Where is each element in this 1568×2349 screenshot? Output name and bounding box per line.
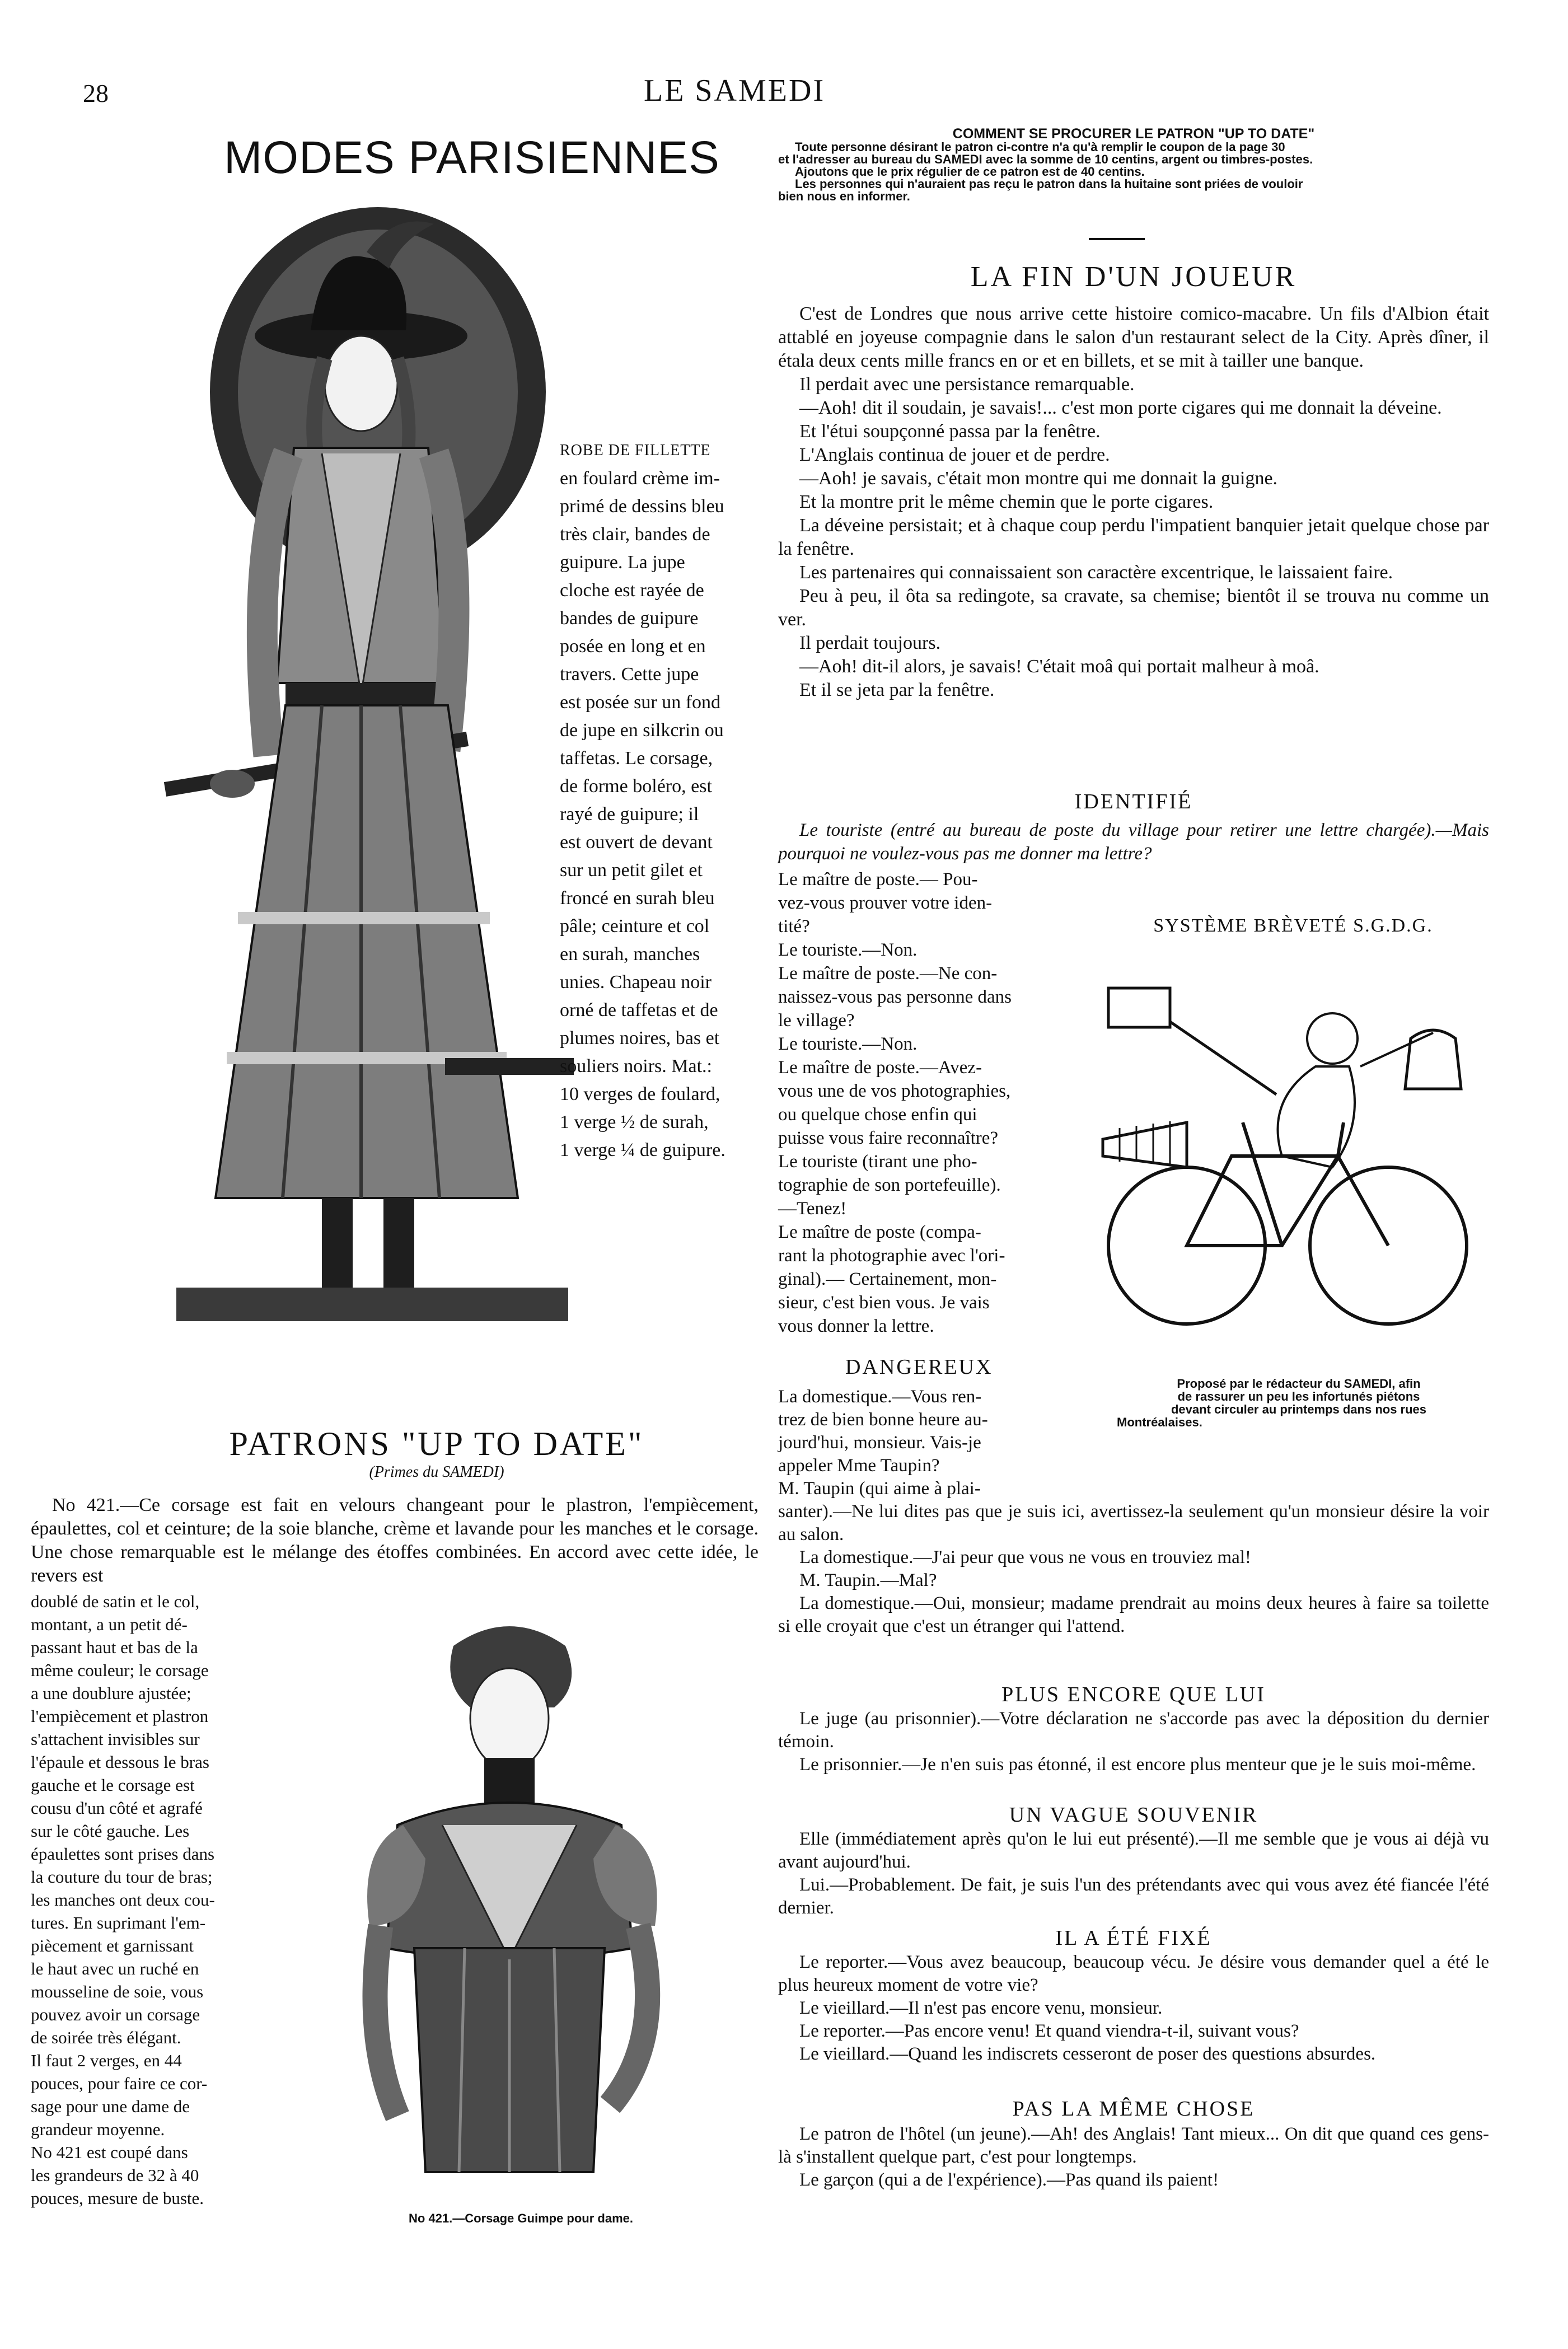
patrons-line: pouvez avoir un corsage xyxy=(31,2005,200,2024)
patrons-line: les manches ont deux cou- xyxy=(31,1890,215,1910)
fixe-paragraph: Le reporter.—Vous avez beaucoup, beaucoup vécu. Je désire vous demander quel a été le plus heureux moment de votre vie? xyxy=(778,1952,1489,1995)
souvenir-text xyxy=(778,1828,1489,1920)
robe-line: cloche est rayée de xyxy=(560,580,704,601)
patrons-line: grandeur moyenne. xyxy=(31,2119,165,2139)
patrons-line: passant haut et bas de la xyxy=(31,1637,198,1657)
identifie-line: Le maître de poste.—Ne con- xyxy=(778,963,998,984)
patrons-line: a une doublure ajustée; xyxy=(31,1683,191,1703)
identifie-line: Le touriste.—Non. xyxy=(778,940,918,960)
patrons-column xyxy=(31,1590,327,2210)
identifie-line: Le maître de poste.—Avez- xyxy=(778,1057,982,1078)
identifie-line: tité? xyxy=(778,916,810,937)
section-title: MODES PARISIENNES xyxy=(224,132,720,183)
patrons-line: sage pour une dame de xyxy=(31,2097,190,2116)
dangereux-lines xyxy=(778,1386,1092,1500)
patrons-line: épaulettes sont prises dans xyxy=(31,1844,215,1864)
robe-line: est posée sur un fond xyxy=(560,692,721,713)
patrons-line: l'empiècement et plastron xyxy=(31,1706,209,1726)
robe-line: en surah, manches xyxy=(560,944,700,965)
systeme-caption-line: Proposé par le rédacteur du SAMEDI, afin xyxy=(1177,1377,1421,1391)
plus-paragraph: Le juge (au prisonnier).—Votre déclaration ne s'accorde pas avec la déposition du dernier témoin. xyxy=(778,1709,1489,1752)
souvenir-paragraph: Elle (immédiatement après qu'on le lui eut présenté).—Il me semble que je vous ai déjà vu avant aujourd'hui. xyxy=(778,1829,1489,1872)
divider xyxy=(1089,238,1145,240)
identifie-title: IDENTIFIÉ xyxy=(1074,790,1193,813)
meme-paragraph: Le garçon (qui a de l'expérience).—Pas quand ils paient! xyxy=(799,2170,1219,2190)
patrons-line: doublé de satin et le col, xyxy=(31,1592,200,1611)
identifie-line: Le maître de poste (compa- xyxy=(778,1222,981,1242)
robe-line: très clair, bandes de xyxy=(560,524,710,545)
fixe-paragraph: Le vieillard.—Quand les indiscrets cesseront de poser des questions absurdes. xyxy=(799,2044,1376,2064)
fixe-paragraph: Le vieillard.—Il n'est pas encore venu, monsieur. xyxy=(799,1998,1163,2018)
plus-title: PLUS ENCORE QUE LUI xyxy=(1001,1683,1266,1706)
robe-line: guipure. La jupe xyxy=(560,552,685,573)
joueur-paragraph: Les partenaires qui connaissaient son caractère excentrique, le laissaient faire. xyxy=(799,562,1393,583)
notice-line: Les personnes qui n'auraient pas reçu le patron dans la huitaine sont priées de vouloir xyxy=(795,177,1303,191)
patrons-line: mousseline de soie, vous xyxy=(31,1982,204,2001)
dangereux-paragraph: La domestique.—Oui, monsieur; madame prendrait au moins deux heures à faire sa toilette si elle croyait que c'est un étranger qui l'attend. xyxy=(778,1593,1489,1636)
identifie-line: vez-vous prouver votre iden- xyxy=(778,893,993,913)
robe-line: en foulard crème im- xyxy=(560,468,720,489)
robe-line: rayé de guipure; il xyxy=(560,804,699,825)
dangereux-paragraph: La domestique.—J'ai peur que vous ne vous en trouviez mal! xyxy=(799,1547,1251,1567)
dangereux-line: trez de bien bonne heure au- xyxy=(778,1410,988,1430)
identifie-line: Le maître de poste.— Pou- xyxy=(778,869,978,890)
notice-line: Toute personne désirant le patron ci-contre n'a qu'à remplir le coupon de la page 30 xyxy=(795,140,1285,154)
identifie-line: le village? xyxy=(778,1010,855,1031)
pattern-notice xyxy=(778,128,1489,203)
identifie-line: vous une de vos photographies, xyxy=(778,1081,1011,1101)
notice-line: et l'adresser au bureau du SAMEDI avec la somme de 10 centins, argent ou timbres-postes. xyxy=(778,152,1313,166)
patrons-line: No 421 est coupé dans xyxy=(31,2142,188,2162)
identifie-first-text: Le touriste (entré au bureau de poste du village pour retirer une lettre chargée).—Mais pourquoi ne voulez-vous pas me donner ma lettre? xyxy=(778,820,1489,864)
patrons-line: piècement et garnissant xyxy=(31,1936,194,1955)
systeme-title: SYSTÈME BRÈVETÉ S.G.D.G. xyxy=(1153,915,1433,936)
joueur-story xyxy=(778,302,1489,702)
patrons-line: le haut avec un ruché en xyxy=(31,1959,199,1978)
meme-text xyxy=(778,2123,1489,2192)
dangereux-title: DANGEREUX xyxy=(845,1355,993,1379)
identifie-line: Le touriste (tirant une pho- xyxy=(778,1152,977,1172)
patrons-subtitle: (Primes du SAMEDI) xyxy=(369,1463,504,1481)
robe-line: taffetas. Le corsage, xyxy=(560,748,713,769)
joueur-paragraph: Et la montre prit le même chemin que le porte cigares. xyxy=(799,492,1214,512)
robe-line: 1 verge ¼ de guipure. xyxy=(560,1140,726,1161)
patrons-line: pouces, pour faire ce cor- xyxy=(31,2074,208,2093)
joueur-paragraph: Il perdait avec une persistance remarquable. xyxy=(799,374,1135,395)
joueur-paragraph: La déveine persistait; et à chaque coup perdu l'impatient banquier jetait quelque chose par la fenêtre. xyxy=(778,515,1489,559)
patrons-line: s'attachent invisibles sur xyxy=(31,1729,200,1749)
patrons-line: montant, a un petit dé- xyxy=(31,1615,188,1634)
patrons-line: l'épaule et dessous le bras xyxy=(31,1752,209,1772)
notice-line: Ajoutons que le prix régulier de ce patron est de 40 centins. xyxy=(795,165,1145,179)
robe-line: posée en long et en xyxy=(560,636,706,657)
patrons-line: cousu d'un côté et agrafé xyxy=(31,1798,203,1818)
identifie-line: puisse vous faire reconnaître? xyxy=(778,1128,999,1148)
robe-line: pâle; ceinture et col xyxy=(560,916,710,937)
joueur-paragraph: —Aoh! je savais, c'était mon montre qui me donnait la guigne. xyxy=(799,468,1278,489)
patrons-line: de soirée très élégant. xyxy=(31,2028,181,2047)
robe-description xyxy=(560,437,773,1164)
dangereux-paragraph: M. Taupin.—Mal? xyxy=(799,1570,937,1590)
joueur-paragraph: —Aoh! dit il soudain, je savais!... c'est mon porte cigares qui me donnait la déveine. xyxy=(799,397,1442,418)
running-title: LE SAMEDI xyxy=(644,73,826,108)
girl-fashion-illustration xyxy=(154,190,585,1344)
identifie-line: —Tenez! xyxy=(778,1199,847,1219)
fixe-title: IL A ÉTÉ FIXÉ xyxy=(1055,1926,1212,1950)
dangereux-line: La domestique.—Vous ren- xyxy=(778,1387,982,1407)
identifie-line: Le touriste.—Non. xyxy=(778,1034,918,1054)
patrons-header xyxy=(213,1425,661,1481)
joueur-paragraph: Peu à peu, il ôta sa redingote, sa cravate, sa chemise; bientôt il se trouva nu comme un ver. xyxy=(778,586,1489,630)
patrons-line: pouces, mesure de buste. xyxy=(31,2188,204,2208)
patrons-line: Il faut 2 verges, en 44 xyxy=(31,2051,182,2070)
robe-line: unies. Chapeau noir xyxy=(560,972,712,993)
fixe-paragraph: Le reporter.—Pas encore venu! Et quand viendra-t-il, suivant vous? xyxy=(799,2021,1299,2041)
notice-line: bien nous en informer. xyxy=(778,189,910,203)
identifie-line: naissez-vous pas personne dans xyxy=(778,987,1012,1007)
meme-title: PAS LA MÊME CHOSE xyxy=(1012,2097,1255,2121)
patrons-line: même couleur; le corsage xyxy=(31,1660,209,1680)
systeme-caption-line: Montréalaises. xyxy=(1117,1415,1202,1429)
identifie-first xyxy=(778,818,1489,865)
identifie-dialogue xyxy=(778,868,1086,1338)
systeme-caption xyxy=(1106,1377,1492,1429)
dangereux-line: jourd'hui, monsieur. Vais-je xyxy=(778,1433,981,1453)
identifie-line: tographie de son portefeuille). xyxy=(778,1175,1001,1195)
joueur-paragraph: L'Anglais continua de jouer et de perdre. xyxy=(799,444,1110,465)
patrons-line: tures. En suprimant l'em- xyxy=(31,1913,206,1932)
robe-line: 10 verges de foulard, xyxy=(560,1084,720,1105)
identifie-line: sieur, c'est bien vous. Je vais xyxy=(778,1293,990,1313)
bodice-caption: No 421.—Corsage Guimpe pour dame. xyxy=(409,2211,633,2225)
joueur-paragraph: Et il se jeta par la fenêtre. xyxy=(799,680,995,700)
patrons-line: les grandeurs de 32 à 40 xyxy=(31,2165,199,2185)
robe-line: froncé en surah bleu xyxy=(560,888,715,909)
meme-paragraph: Le patron de l'hôtel (un jeune).—Ah! des Anglais! Tant mieux... On dit que quand ces gens-là s'installent quelque part, c'est pour longtemps. xyxy=(778,2124,1489,2167)
patrons-title: PATRONS "UP TO DATE" xyxy=(229,1425,644,1462)
robe-line: plumes noires, bas et xyxy=(560,1028,720,1049)
joueur-paragraph: C'est de Londres que nous arrive cette histoire comico-macabre. Un fils d'Albion était attablé en joyeuse compagnie dans le salon d'un restaurant select de la City. Après dîner, il étala deux cents mille francs en or et en billets, et se mit à tailler une banque. xyxy=(778,303,1489,371)
robe-line: souliers noirs. Mat.: xyxy=(560,1056,712,1077)
joueur-title: LA FIN D'UN JOUEUR xyxy=(970,261,1297,293)
page-number: 28 xyxy=(83,79,109,107)
robe-line: de forme boléro, est xyxy=(560,776,712,797)
robe-line: 1 verge ½ de surah, xyxy=(560,1112,709,1133)
plus-paragraph: Le prisonnier.—Je n'en suis pas étonné, il est encore plus menteur que je le suis moi-même. xyxy=(799,1754,1476,1775)
dangereux-paragraph: santer).—Ne lui dites pas que je suis ici, avertissez-la seulement qu'un monsieur désire la voir au salon. xyxy=(778,1501,1489,1545)
patrons-line: la couture du tour de bras; xyxy=(31,1867,213,1887)
identifie-line: rant la photographie avec l'ori- xyxy=(778,1246,1005,1266)
robe-line: sur un petit gilet et xyxy=(560,860,703,881)
patrons-line: gauche et le corsage est xyxy=(31,1775,195,1795)
identifie-line: ginal).— Certainement, mon- xyxy=(778,1269,997,1289)
joueur-paragraph: Il perdait toujours. xyxy=(799,633,941,653)
systeme-caption-line: de rassurer un peu les infortunés piétons xyxy=(1177,1389,1420,1403)
systeme-caption-line: devant circuler au printemps dans nos rues xyxy=(1171,1402,1427,1416)
fixe-text xyxy=(778,1951,1489,2066)
identifie-line: vous donner la lettre. xyxy=(778,1316,934,1336)
dangereux-line: appeler Mme Taupin? xyxy=(778,1456,940,1476)
souvenir-paragraph: Lui.—Probablement. De fait, je suis l'un des prétendants avec qui vous avez été fiancée l'été dernier. xyxy=(778,1875,1489,1918)
dangereux-rest xyxy=(778,1500,1489,1638)
robe-line: primé de dessins bleu xyxy=(560,496,724,517)
robe-line: travers. Cette jupe xyxy=(560,664,699,685)
robe-line: ROBE DE FILLETTE xyxy=(560,442,711,459)
joueur-paragraph: —Aoh! dit-il alors, je savais! C'était moâ qui portait malheur à moâ. xyxy=(799,656,1319,677)
patrons-intro-text: No 421.—Ce corsage est fait en velours changeant pour le plastron, l'empiècement, épaulettes, col et ceinture; de la soie blanche, crème et lavande pour les manches et le corsage. Une chose remarquable est le mélange des étoffes combinées. En accord avec cette idée, le revers est xyxy=(31,1495,759,1586)
robe-line: est ouvert de devant xyxy=(560,832,713,853)
souvenir-title: UN VAGUE SOUVENIR xyxy=(1009,1803,1258,1827)
plus-text xyxy=(778,1707,1489,1776)
robe-line: orné de taffetas et de xyxy=(560,1000,718,1021)
patrons-intro xyxy=(31,1494,759,1588)
bodice-illustration xyxy=(330,1612,689,2183)
notice-title: COMMENT SE PROCURER LE PATRON "UP TO DATE" xyxy=(952,126,1315,142)
dangereux-line: M. Taupin (qui aime à plai- xyxy=(778,1478,981,1499)
joueur-paragraph: Et l'étui soupçonné passa par la fenêtre. xyxy=(799,421,1101,442)
identifie-line: ou quelque chose enfin qui xyxy=(778,1105,977,1125)
bicycle-cartoon xyxy=(1097,954,1489,1358)
robe-line: de jupe en silkcrin ou xyxy=(560,720,724,741)
patrons-line: sur le côté gauche. Les xyxy=(31,1821,190,1841)
robe-line: bandes de guipure xyxy=(560,608,699,629)
